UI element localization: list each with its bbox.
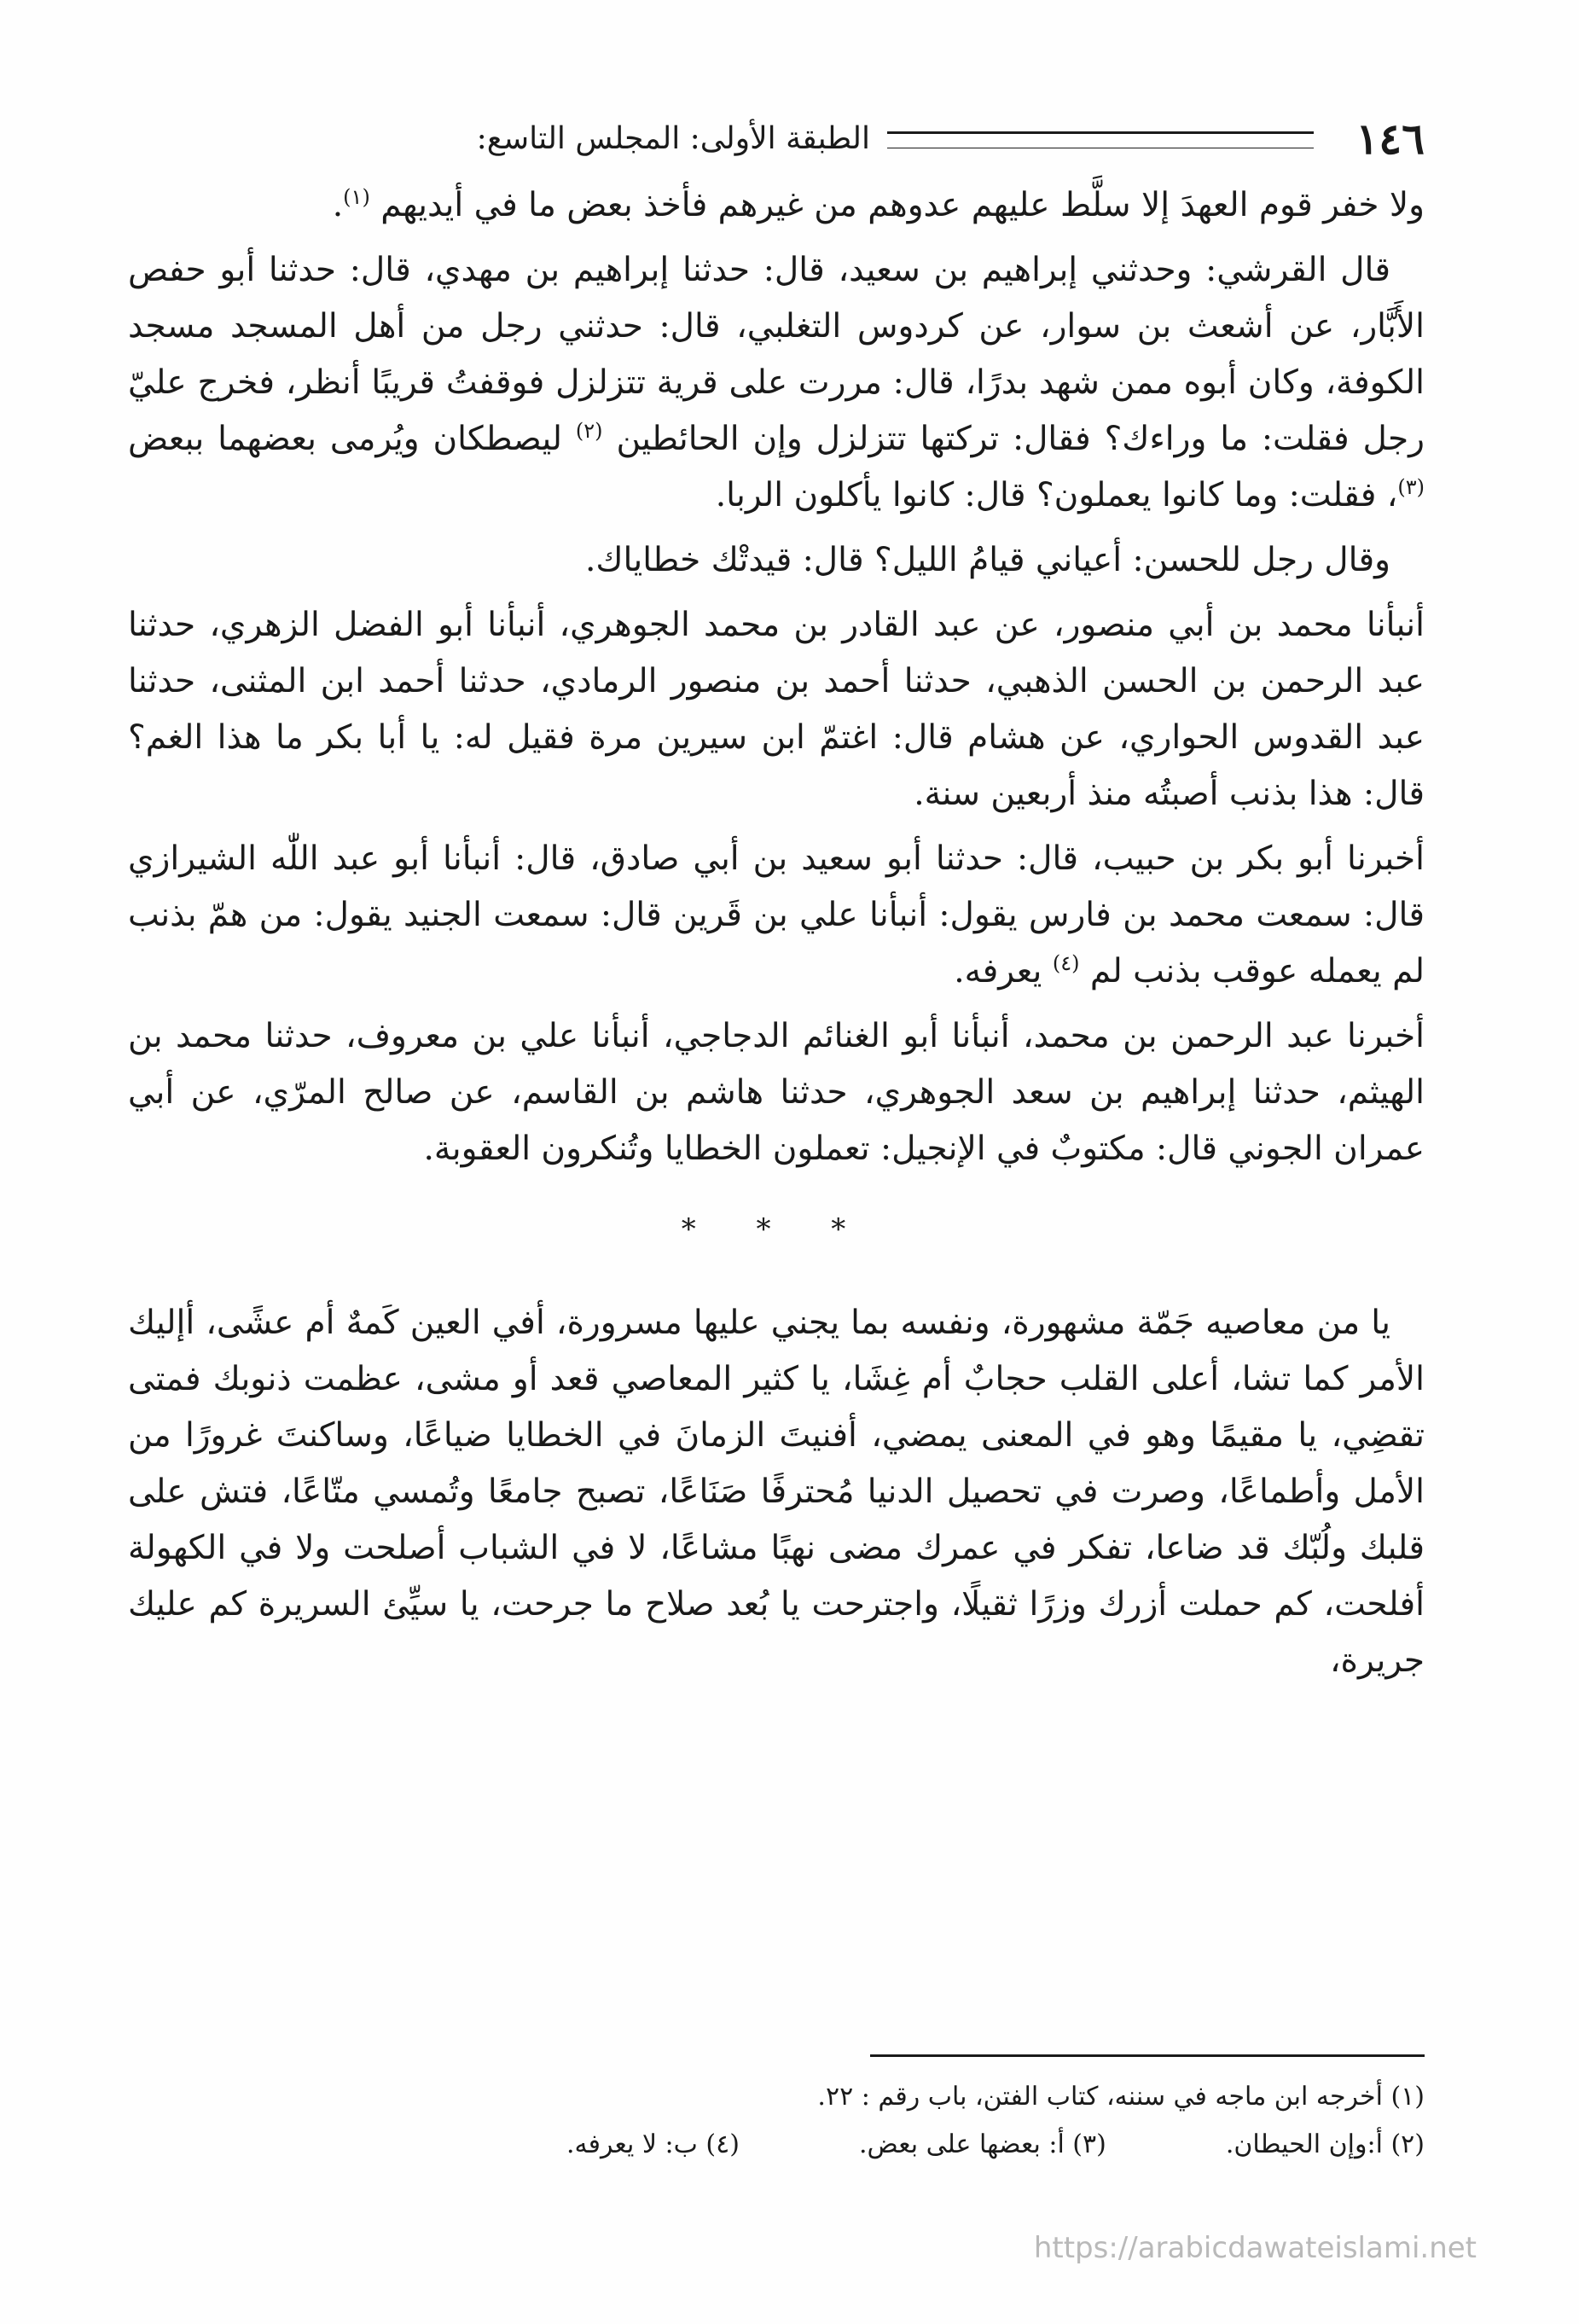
page-header	[128, 109, 1425, 169]
footnote-3: (٣) أ: بعضها على بعض.	[858, 2129, 1106, 2159]
section-separator: * * *	[681, 1212, 872, 1246]
footnote-ref[interactable]: (٤)	[1052, 951, 1080, 975]
footnote-ref[interactable]: (٣)	[1397, 475, 1425, 499]
paragraph: ولا خفر قوم العهدَ إلا سلَّط عليهم عدوهم من غيرهم فأخذ بعض ما في أيديهم $^{(١)}$.	[332, 185, 1425, 224]
body-text	[128, 177, 1425, 1698]
footnote-ref[interactable]: (١)	[343, 185, 370, 209]
footnote-ref[interactable]: (٢)	[575, 419, 603, 443]
footnote-line	[128, 2121, 1425, 2169]
watermark-url: https://arabicdawateislami.net	[1033, 2231, 1477, 2265]
paragraph: أخبرنا عبد الرحمن بن محمد، أنبأنا أبو الغنائم الدجاجي، أنبأنا علي بن معروف، حدثنا محمد بن الهيثم، حدثنا إبراهيم بن سعد الجوهري، حدثنا هاشم بن القاسم، عن صالح المرّي، عن أبي عمران الجوني قال: مكتوبٌ في الإنجيل: تعملون الخطايا وتُنكرون العقوبة.	[128, 1017, 1425, 1168]
footnote-2: (٢) أ:وإن الحيطان.	[1225, 2129, 1425, 2159]
footnotes	[128, 2073, 1425, 2169]
footnote-4: (٤) ب: لا يعرفه.	[566, 2129, 740, 2159]
paragraph: قال القرشي: وحدثني إبراهيم بن سعيد، قال: حدثنا إبراهيم بن مهدي، قال: حدثنا أبو حفص الأَبَّار، عن أشعث بن سوار، عن كردوس التغلبي، قال: حدثني رجل من أهل المسجد مسجد الكوفة، وكان أبوه ممن شهد بدرًا، قال: مررت على قرية تتزلزل فوقفتُ قريبًا أنظر، فخرج عليّ رجل فقلت: ما وراءك؟ فقال: تركتها تتزلزل وإن الحائطين $^{(٢)}$ ليصطكان ويُرمى بعضهما ببعض $^{(٣)}$، فقلت: وما كانوا يعملون؟ قال: كانوا يأكلون الربا.	[128, 251, 1425, 514]
paragraph: يا من معاصيه جَمّة مشهورة، ونفسه بما يجني عليها مسرورة، أفي العين كَمهٌ أم عشًى، أإليك الأمر كما تشا، أعلى القلب حجابٌ أم غِشَا، يا كثير المعاصي قعد أو مشى، عظمت ذنوبك فمتى تقضِي، يا مقيمًا وهو في المعنى يمضي، أفنيتَ الزمانَ في الخطايا ضياعًا، وساكنتَ غرورًا من الأمل وأطماعًا، وصرت في تحصيل الدنيا مُحترفًا صَنَاعًا، تصبح جامعًا وتُمسي متّاعًا، فتش على قلبك ولُبّك قد ضاعا، تفكر في عمرك مضى نهبًا مشاعًا، لا في الشباب أصلحت ولا في الكهولة أفلحت، كم حملت أزرك وزرًا ثقيلًا، واجترحت يا بُعد صلاح ما جرحت، يا سيِّئ السريرة كم عليك جريرة،	[128, 1304, 1425, 1680]
header-rule	[887, 131, 1314, 148]
paragraph: وقال رجل للحسن: أعياني قيامُ الليل؟ قال: قيدتْك خطاياك.	[585, 541, 1390, 579]
footnote-line	[128, 2073, 1425, 2121]
footnote-1: (١) أخرجه ابن ماجه في سننه، كتاب الفتن، باب رقم : ٢٢.	[817, 2082, 1425, 2112]
paragraph: أخبرنا أبو بكر بن حبيب، قال: حدثنا أبو سعيد بن أبي صادق، قال: أنبأنا أبو عبد اللّٰه الشيرازي قال: سمعت محمد بن فارس يقول: أنبأنا علي بن قَرين قال: سمعت الجنيد يقول: من همّ بذنب لم يعمله عوقب بذنب لم $^{(٤)}$ يعرفه.	[128, 840, 1425, 991]
paragraph: أنبأنا محمد بن أبي منصور، عن عبد القادر بن محمد الجوهري، أنبأنا أبو الفضل الزهري، حدثنا عبد الرحمن بن الحسن الذهبي، حدثنا أحمد بن منصور الرمادي، حدثنا أحمد ابن المثنى، حدثنا عبد القدوس الحواري، عن هشام قال: اغتمّ ابن سيرين مرة فقيل له: يا أبا بكر ما هذا الغم؟ قال: هذا بذنب أصبتُه منذ أربعين سنة.	[128, 606, 1425, 813]
running-head: الطبقة الأولى: المجلس التاسع:	[476, 121, 870, 156]
footnote-rule	[870, 2054, 1425, 2057]
page-number: ١٤٦	[1356, 113, 1425, 164]
